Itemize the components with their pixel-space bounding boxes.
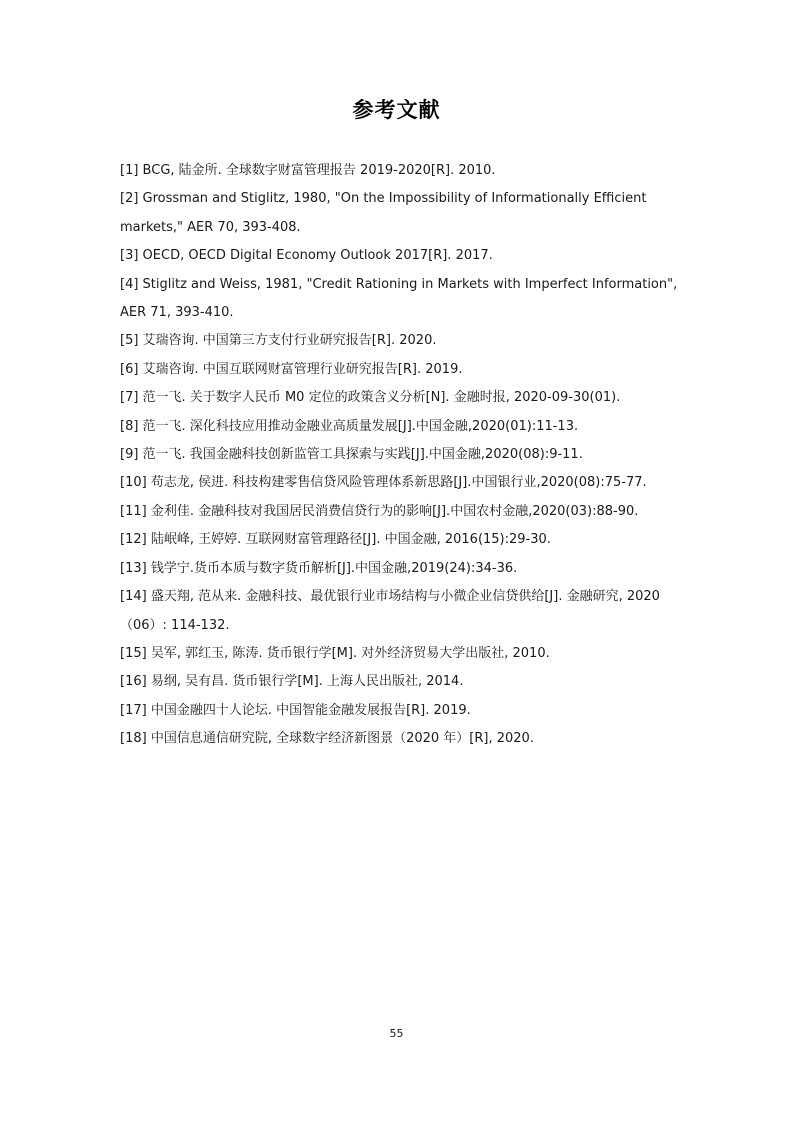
reference-item: [8] 范一飞. 深化科技应用推动金融业高质量发展[J].中国金融,2020(01):11-13. xyxy=(120,418,579,434)
page-title: 参考文献 xyxy=(352,98,441,122)
reference-item: [10] 苟志龙, 侯进. 科技构建零售信贷风险管理体系新思路[J].中国银行业,2020(08):75-77. xyxy=(120,475,647,491)
reference-item: [12] 陆岷峰, 王婷婷. 互联网财富管理路径[J]. 中国金融, 2016(15):29-30. xyxy=(120,532,551,548)
page-number: 55 xyxy=(389,1027,404,1040)
reference-item: [4] Stiglitz and Weiss, 1981, "Credit Rationing in Markets with Imperfect Information", AER 71, 393-410. xyxy=(120,276,678,321)
reference-list xyxy=(120,157,680,754)
reference-item: [9] 范一飞. 我国金融科技创新监管工具探索与实践[J].中国金融,2020(08):9-11. xyxy=(120,447,583,463)
reference-item: [17] 中国金融四十人论坛. 中国智能金融发展报告[R]. 2019. xyxy=(120,702,471,718)
reference-item: [5] 艾瑞咨询. 中国第三方支付行业研究报告[R]. 2020. xyxy=(120,333,437,349)
reference-item: [18] 中国信息通信研究院, 全球数字经济新图景（2020 年）[R], 2020. xyxy=(120,731,534,747)
reference-item: [16] 易纲, 吴有昌. 货币银行学[M]. 上海人民出版社, 2014. xyxy=(120,674,464,690)
reference-item: [3] OECD, OECD Digital Economy Outlook 2017[R]. 2017. xyxy=(120,248,493,264)
reference-item: [2] Grossman and Stiglitz, 1980, "On the Impossibility of Informationally Efficient markets," AER 70, 393-408. xyxy=(120,191,647,235)
reference-item: [15] 吴军, 郭红玉, 陈涛. 货币银行学[M]. 对外经济贸易大学出版社, 2010. xyxy=(120,645,550,661)
reference-item: [1] BCG, 陆金所. 全球数字财富管理报告 2019-2020[R]. 2010. xyxy=(120,163,496,178)
reference-item: [14] 盛天翔, 范从来. 金融科技、最优银行业市场结构与小微企业信贷供给[J]. 金融研究, 2020（06）: 114-132. xyxy=(120,589,660,633)
reference-item: [11] 金利佳. 金融科技对我国居民消费信贷行为的影响[J].中国农村金融,2020(03):88-90. xyxy=(120,503,639,519)
reference-item: [6] 艾瑞咨询. 中国互联网财富管理行业研究报告[R]. 2019. xyxy=(120,361,463,377)
reference-item: [13] 钱学宁.货币本质与数字货币解析[J].中国金融,2019(24):34-36. xyxy=(120,560,518,576)
reference-item: [7] 范一飞. 关于数字人民币 M0 定位的政策含义分析[N]. 金融时报, 2020-09-30(01). xyxy=(120,390,621,406)
